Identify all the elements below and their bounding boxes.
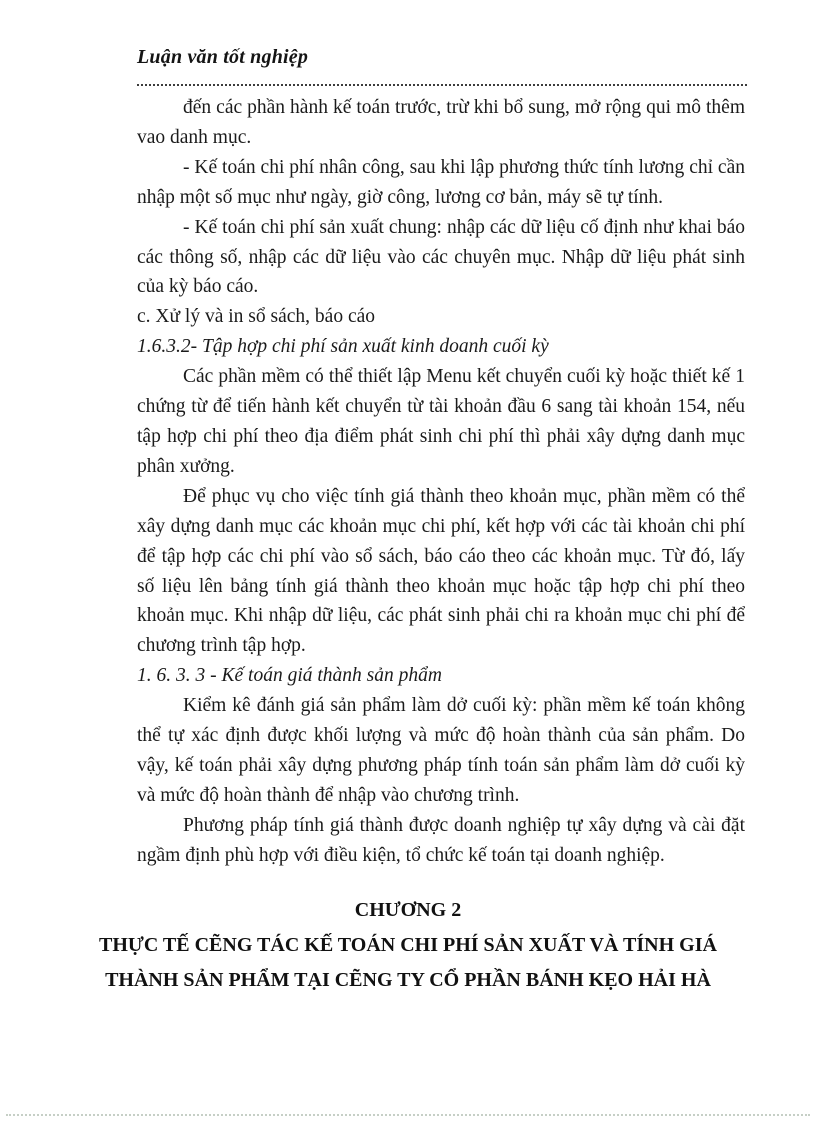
- document-body: [137, 93, 745, 871]
- section-heading: 1. 6. 3. 3 - Kế toán giá thành sản phẩm: [137, 665, 442, 687]
- paragraph: Kiểm kê đánh giá sản phẩm làm dở cuối kỳ: phần mềm kế toán không thể tự xác định được khối lượng và mức độ hoàn thành của sản phẩm. Do vậy, kế toán phải xây dựng phương pháp tính toán sản phẩm làm dở cuối kỳ và mức độ hoàn thành để nhập vào chương trình.: [137, 695, 745, 806]
- header-dotted-rule: [137, 84, 747, 86]
- list-item-c: c. Xử lý và in sổ sách, báo cáo: [137, 306, 375, 328]
- section-heading: 1.6.3.2- Tập hợp chi phí sản xuất kinh doanh cuối kỳ: [137, 336, 549, 358]
- paragraph: đến các phần hành kế toán trước, trừ khi bổ sung, mở rộng qui mô thêm vao danh mục.: [137, 97, 745, 148]
- paragraph: Để phục vụ cho việc tính giá thành theo khoản mục, phần mềm có thể xây dựng danh mục các khoản mục chi phí, kết hợp với các tài khoản chi phí để tập hợp các chi phí vào sổ sách, báo cáo theo các khoản mục. Từ đó, lấy số liệu lên bảng tính giá thành theo khoản mục hoặc tập hợp chi phí theo khoản mục. Khi nhập dữ liệu, các phát sinh phải chi ra khoản mục chi phí để chương trình tập hợp.: [137, 485, 745, 657]
- chapter-title-line: THÀNH SẢN PHẨM TẠI CẼNG TY CỔ PHẦN BÁNH KẸO HẢI HÀ: [105, 969, 711, 991]
- chapter-number: CHƯƠNG 2: [354, 899, 462, 921]
- chapter-heading: [96, 893, 720, 998]
- paragraph: Các phần mềm có thể thiết lập Menu kết chuyển cuối kỳ hoặc thiết kế 1 chứng từ để tiến hành kết chuyển từ tài khoản đầu 6 sang tài khoản 154, nếu tập hợp chi phí theo địa điểm phát sinh chi phí thì phải xây dựng danh mục phân xưởng.: [137, 366, 745, 477]
- page-header-title: Luận văn tốt nghiệp: [137, 46, 309, 68]
- paragraph: Phương pháp tính giá thành được doanh nghiệp tự xây dựng và cài đặt ngầm định phù hợp với điều kiện, tổ chức kế toán tại doanh nghiệp.: [137, 814, 745, 866]
- paragraph: - Kế toán chi phí nhân công, sau khi lập phương thức tính lương chỉ cần nhập một số mục như ngày, giờ công, lương cơ bản, máy sẽ tự tính.: [137, 156, 745, 208]
- chapter-title-line: THỰC TẾ CẼNG TÁC KẾ TOÁN CHI PHÍ SẢN XUẤT VÀ TÍNH GIÁ: [99, 934, 717, 956]
- paragraph: - Kế toán chi phí sản xuất chung: nhập các dữ liệu cố định như khai báo các thông số, nhập các dữ liệu vào các chuyên mục. Nhập dữ liệu phát sinh của kỳ báo cáo.: [137, 216, 745, 298]
- footer-dotted-rule: [6, 1114, 810, 1116]
